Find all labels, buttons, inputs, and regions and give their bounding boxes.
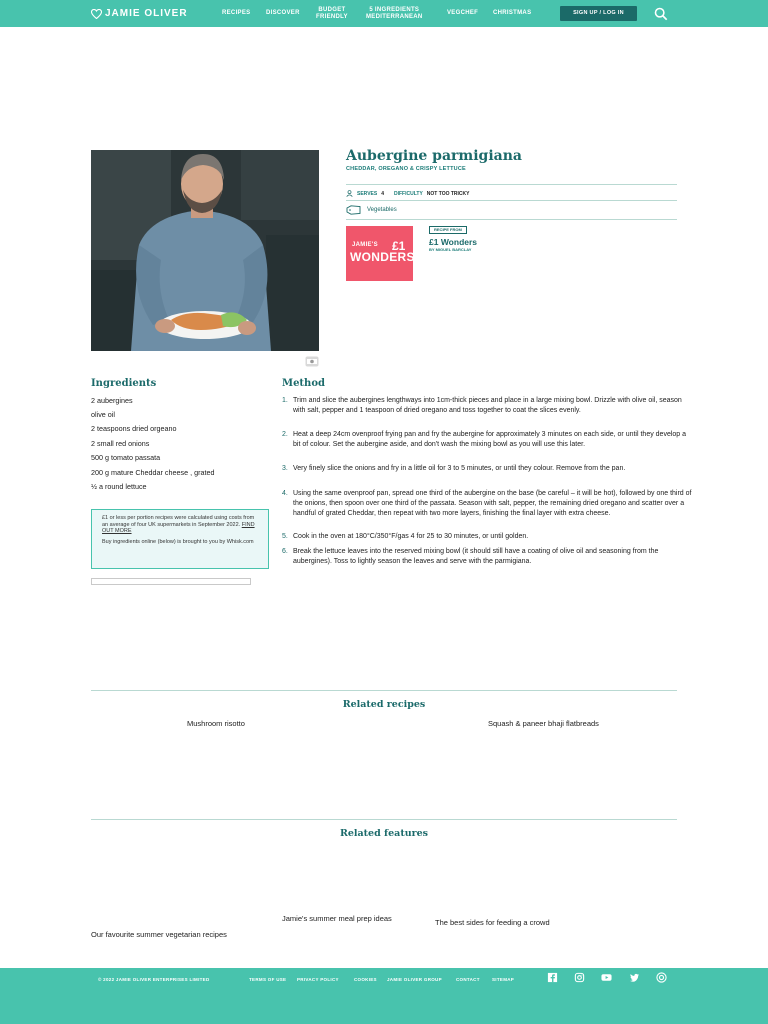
footer-copyright: © 2022 JAMIE OLIVER ENTERPRISES LIMITED <box>98 977 210 982</box>
ingredient-item: 200 g mature Cheddar cheese , grated <box>91 468 215 477</box>
nav-five-line1: 5 INGREDIENTS <box>369 7 420 13</box>
nav-5-ingredients[interactable] <box>366 7 423 21</box>
instagram-icon[interactable] <box>574 972 585 983</box>
book-cover-line2: £1 <box>392 239 406 253</box>
logo-text: JAMIE OLIVER <box>105 8 188 19</box>
price-info-text: £1 or less per portion recipes were calculated using costs from an average of four UK supermarkets in September 2022. <box>102 515 255 528</box>
chef-photo-illustration <box>91 150 319 351</box>
step-text: Heat a deep 24cm ovenproof frying pan and fry the aubergine for approximately 3 minutes on each side, or until they develop a bit of colour. Set the aubergine aside, and don't wash the mixing bowl as you will use this later. <box>293 431 687 448</box>
footer-link-terms[interactable]: TERMS OF USE <box>249 977 287 982</box>
ingredients-heading: Ingredients <box>91 378 157 389</box>
recipe-from-badge: RECIPE FROM <box>429 226 467 234</box>
whisk-text: Buy ingredients online (below) is brought to you by Whisk.com <box>102 538 254 545</box>
whisk-widget[interactable] <box>91 578 251 585</box>
ingredient-item: 2 teaspoons dried orgeano <box>91 424 177 433</box>
step-text: Cook in the oven at 180°C/350°F/gas 4 for 25 to 30 minutes, or until golden. <box>293 533 529 540</box>
method-heading: Method <box>282 378 325 389</box>
divider <box>346 219 677 220</box>
recipe-tag[interactable] <box>346 205 397 215</box>
ingredient-item: 2 small red onions <box>91 439 150 448</box>
camera-icon[interactable] <box>305 356 319 367</box>
divider <box>91 690 677 691</box>
step-number: 2. <box>282 431 288 438</box>
ingredient-item: ½ a round lettuce <box>91 482 147 491</box>
heart-icon <box>91 9 102 19</box>
pinterest-icon[interactable] <box>656 972 667 983</box>
step-number: 5. <box>282 533 288 540</box>
related-recipes-heading: Related recipes <box>342 699 426 710</box>
difficulty-label: DIFFICULTY <box>393 190 423 197</box>
step-number: 6. <box>282 548 288 555</box>
footer-link-contact[interactable]: CONTACT <box>456 977 480 982</box>
related-recipe-link[interactable]: Mushroom risotto <box>187 719 245 728</box>
price-info-box <box>91 509 269 569</box>
footer-link-privacy[interactable]: PRIVACY POLICY <box>297 977 339 982</box>
nav-vegchef[interactable]: VEGCHEF <box>447 10 479 16</box>
book-cover[interactable] <box>346 226 413 281</box>
related-recipe-link[interactable]: Squash & paneer bhaji flatbreads <box>488 719 599 728</box>
recipe-subtitle: CHEDDAR, OREGANO & CRISPY LETTUCE <box>346 166 466 172</box>
footer-link-cookies[interactable]: COOKIES <box>354 977 377 982</box>
youtube-icon[interactable] <box>601 972 612 983</box>
step-text: Using the same ovenproof pan, spread one third of the aubergine on the base (be careful – it will be hot), followed by one third of the onions, then spoon over one third of the passata. Season with salt, pepper, the remaining dried oregano and scatter over a handful of grated Cheddar, then repeat with two more layers, finishing the final layer with extra cheese. <box>293 490 692 517</box>
book-author: BY MIGUEL BARCLAY <box>429 247 472 252</box>
step-text: Trim and slice the aubergines lengthways into 1cm-thick pieces and place in a large mixing bowl. Drizzle with olive oil, season with salt, pepper and 1 teaspoon of dried oregano and toss together to coat the slices evenly. <box>293 397 682 414</box>
book-title[interactable]: £1 Wonders <box>429 237 478 247</box>
related-features-heading: Related features <box>339 828 429 839</box>
nav-five-line2: MEDITERRANEAN <box>366 14 423 20</box>
difficulty-value: NOT TOO TRICKY <box>426 190 470 197</box>
nav-budget-friendly[interactable] <box>316 7 348 21</box>
nav-budget-line1: BUDGET <box>318 7 346 13</box>
related-feature-link[interactable]: Our favourite summer vegetarian recipes <box>91 930 227 939</box>
footer-link-group[interactable]: JAMIE OLIVER GROUP <box>387 977 442 982</box>
tag-label: Vegetables <box>367 207 397 213</box>
book-cover-line3: WONDERS <box>350 250 415 264</box>
recipe-title: Aubergine parmigiana <box>346 148 522 164</box>
ingredient-item: 2 aubergines <box>91 396 133 405</box>
step-number: 1. <box>282 397 288 404</box>
related-feature-link[interactable]: The best sides for feeding a crowd <box>435 918 550 927</box>
step-text: Break the lettuce leaves into the reserved mixing bowl (it should still have a coating of olive oil and seasoning from the aubergines). Toss to lightly season the leaves and serve with the parmigiana. <box>293 548 659 565</box>
book-cover-line1: JAMIE'S <box>352 242 378 248</box>
divider <box>91 819 677 820</box>
related-feature-link[interactable]: Jamie's summer meal prep ideas <box>282 914 392 923</box>
tag-icon <box>346 205 361 215</box>
find-out-more-link[interactable]: FIND OUT MORE <box>102 521 255 534</box>
ingredient-item: 500 g tomato passata <box>91 453 161 462</box>
search-icon[interactable] <box>654 7 668 21</box>
step-text: Very finely slice the onions and fry in a little oil for 3 to 5 minutes, or until they colour. Remove from the pan. <box>293 465 626 472</box>
ingredient-item: olive oil <box>91 410 115 419</box>
facebook-icon[interactable] <box>547 972 558 983</box>
signup-login-button[interactable]: SIGN UP / LOG IN <box>560 6 637 21</box>
divider <box>346 200 677 201</box>
recipe-hero-image <box>91 150 319 351</box>
nav-budget-line2: FRIENDLY <box>316 14 348 20</box>
recipe-meta <box>346 190 469 197</box>
serves-label: SERVES <box>357 190 378 197</box>
nav-recipes[interactable]: RECIPES <box>222 10 251 16</box>
twitter-icon[interactable] <box>629 972 640 983</box>
step-number: 3. <box>282 465 288 472</box>
nav-christmas[interactable]: CHRISTMAS <box>493 10 532 16</box>
person-icon <box>346 190 353 197</box>
footer-link-sitemap[interactable]: SITEMAP <box>492 977 515 982</box>
divider <box>346 184 677 185</box>
nav-discover[interactable]: DISCOVER <box>266 10 300 16</box>
site-logo[interactable] <box>91 8 188 19</box>
step-number: 4. <box>282 490 288 497</box>
serves-value: 4 <box>381 190 384 197</box>
